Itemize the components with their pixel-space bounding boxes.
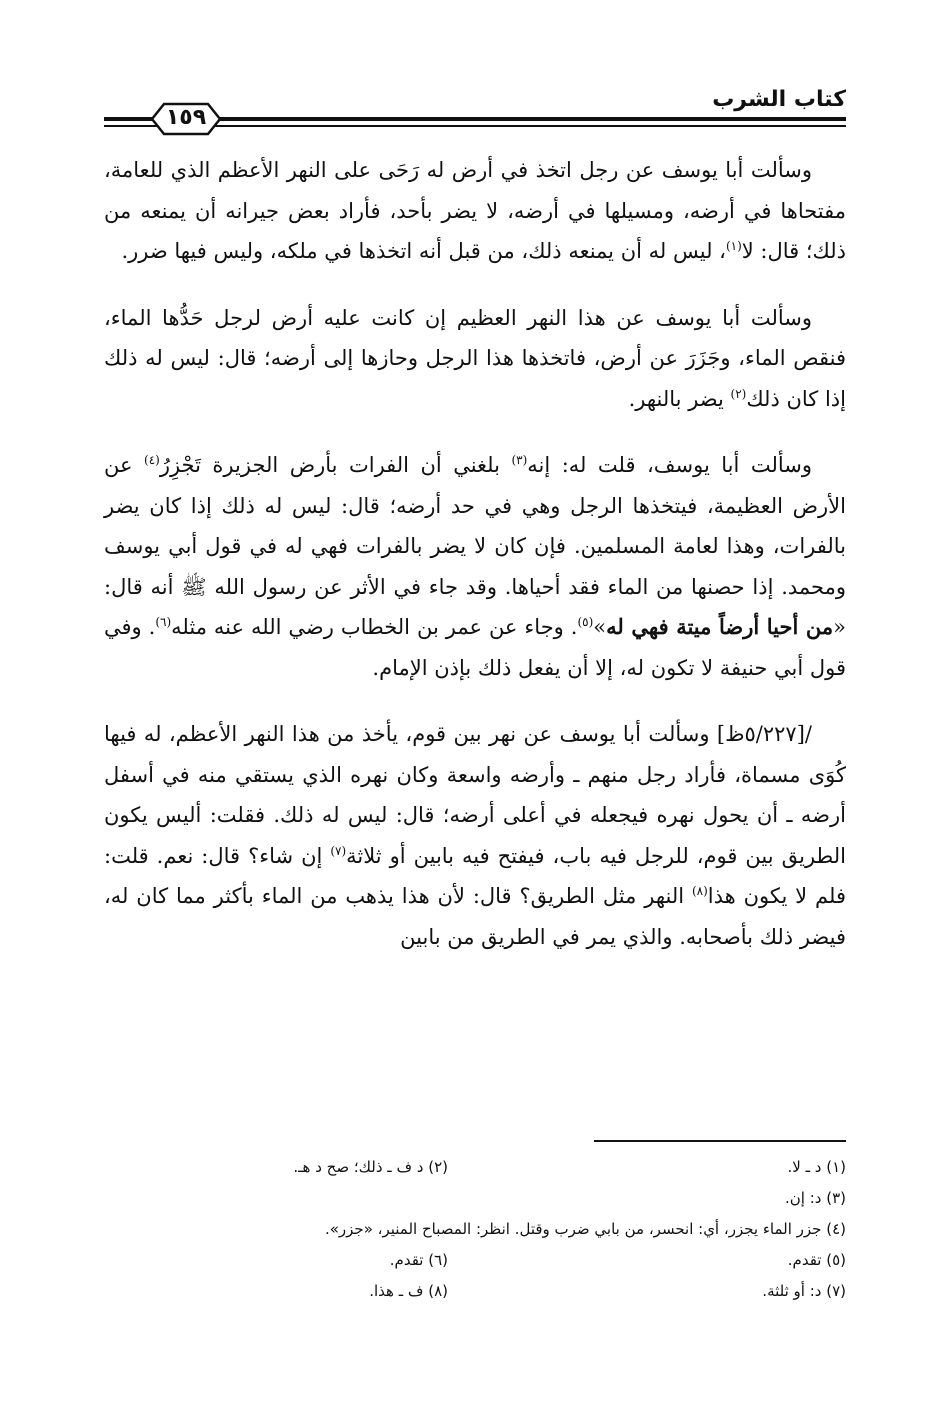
- paragraph-text: /[٥/٢٢٧ظ] وسألت أبا يوسف عن نهر بين قوم، يأخذ من هذا النهر الأعظم، له فيها كُوَى مسماة، فأراد رجل منهم ـ وأرضه واسعة وكان نهره الذي يستقي منه في أسفل أرضه ـ أن يحول نهره فيجعله في أعلى أرضه؛ قال: ليس له ذلك. فقلت: أليس يكون الطريق بين قوم، للرجل فيه باب، فيفتح فيه بابين أو ثلاثة: [104, 722, 846, 868]
- running-header-title: كتاب الشرب: [712, 87, 846, 112]
- footnote-separator: [594, 1140, 846, 1142]
- footnote-marker: (١): [725, 239, 742, 253]
- footnote-marker: (٣): [511, 453, 528, 467]
- footnote-marker: (٢): [730, 386, 747, 401]
- paragraph-text: وسألت أبا يوسف عن رجل اتخذ في أرض له رَحَى على النهر الأعظم الذي للعامة، مفتحاها في أرضه، ومسيلها في أرضه، لا يضر بأحد، فأراد بعض جيرانه أن يمنعه من ذلك؛ قال: لا: [104, 158, 846, 263]
- footnote-marker: (٥): [577, 615, 594, 629]
- page-number-frame: [138, 100, 234, 138]
- main-text: [104, 150, 846, 983]
- paragraph-text: . وفي قول أبي حنيفة لا تكون له، إلا أن يفعل ذلك بإذن الإمام.: [104, 615, 846, 680]
- footnote: (٧) د: أو ثلثة.: [762, 1282, 846, 1300]
- footnote-row: [104, 1276, 846, 1307]
- footnote: (٢) د ف ـ ذلك؛ صح د هـ.: [293, 1158, 448, 1176]
- paragraph-text: وسألت أبا يوسف عن هذا النهر العظيم إن كانت عليه أرض لرجل حَدُّها الماء، فنقص الماء، وجَزَرَ عن أرض، فاتخذها هذا الرجل وحازها إلى أرضه؛ قال: ليس له ذلك إذا كان ذلك: [104, 305, 846, 411]
- paragraph-text: النهر مثل الطريق؟ قال: لأن هذا يذهب من الماء بأكثر مما كان له، فيضر ذلك بأصحابه. والذي يمر في الطريق من بابين: [104, 884, 846, 949]
- paragraph-text: . وجاء عن عمر بن الخطاب رضي الله عنه مثله: [171, 615, 578, 639]
- footnote-marker: (٤): [144, 453, 160, 467]
- paragraph-text: إن شاء؟ قال: نعم. قلت: فلم لا يكون هذا: [104, 843, 846, 908]
- footnote: (٨) ف ـ هذا.: [369, 1282, 448, 1300]
- footnote-row: [104, 1152, 846, 1183]
- footnote-row: [104, 1183, 846, 1214]
- paragraph-text: عن الأرض العظيمة، فيتخذها الرجل وهي في حد أرضه؛ قال: ليس له ذلك إذا كان يضر بالفرات، وهذا لعامة المسلمين. فإن كان لا يضر بالفرات فهي له في قول أبي يوسف ومحمد. إذا حصنها من الماء فقد أحياها. وقد جاء في الأثر عن رسول الله ﷺ أنه قال: «: [104, 453, 847, 639]
- paragraph-text: يضر بالنهر.: [628, 386, 731, 411]
- paragraph-text: بلغني أن الفرات بأرض الجزيرة تَجْزِرُ: [159, 453, 512, 477]
- paragraph-text: وسألت أبا يوسف، قلت له: إنه: [527, 453, 812, 477]
- paragraph: [104, 445, 846, 688]
- paragraph-text: ، ليس له أن يمنعه ذلك، من قبل أنه اتخذها في ملكه، وليس فيها ضرر.: [121, 239, 726, 263]
- paragraph: [104, 714, 846, 957]
- footnote-row: [104, 1245, 846, 1276]
- footnote: (٣) د: إن.: [785, 1189, 846, 1207]
- footnote-marker: (٨): [691, 884, 708, 898]
- footnote: (٤) جزر الماء يجزر، أي: انحسر، من بابي ضرب وقتل. انظر: المصباح المنير، «جزر».: [324, 1220, 846, 1238]
- footnote: (١) د ـ لا.: [787, 1158, 846, 1176]
- paragraph: [104, 150, 846, 272]
- footnotes: [104, 1152, 846, 1307]
- footnote: (٥) تقدم.: [787, 1251, 846, 1269]
- page-number: ١٥٩: [165, 105, 207, 130]
- footnote: (٦) تقدم.: [389, 1251, 448, 1269]
- footnote-marker: (٧): [330, 843, 347, 858]
- hadith-quote: من أحيا أرضاً ميتة فهي له: [606, 614, 834, 639]
- footnote-marker: (٦): [155, 615, 172, 629]
- paragraph-text: »: [593, 615, 607, 639]
- footnote-row: [104, 1214, 846, 1245]
- paragraph: [104, 298, 846, 420]
